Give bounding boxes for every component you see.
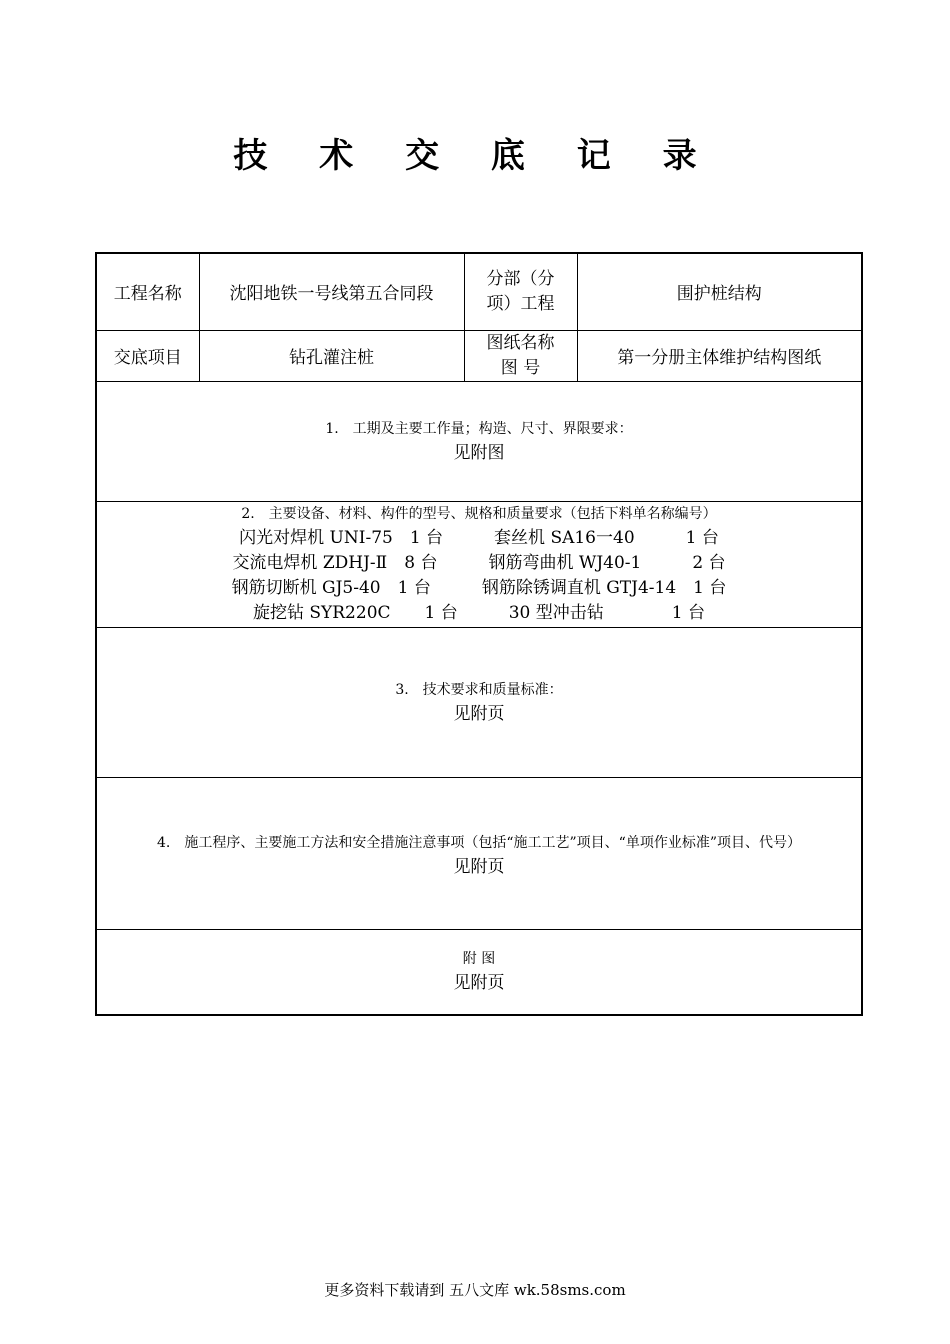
section-3-heading: 3. 技术要求和质量标准： xyxy=(395,681,563,698)
section-3-body: 见附页 xyxy=(453,703,505,724)
project-name-label: 工程名称 xyxy=(96,253,199,330)
project-name-value: 沈阳地铁一号线第五合同段 xyxy=(199,253,464,330)
footer-note: 更多资料下载请到 五八文库 wk.58sms.com xyxy=(324,1281,626,1299)
section-1-heading: 1. 工期及主要工作量；构造、尺寸、界限要求： xyxy=(325,420,633,437)
equipment-row: 交流电焊机 ZDHJ-Ⅱ 8 台 钢筋弯曲机 WJ40-1 2 台 xyxy=(232,553,726,573)
section-1 xyxy=(96,381,862,501)
drawing-label-text: 图纸名称 图 号 xyxy=(486,332,555,378)
item-value: 钻孔灌注桩 xyxy=(199,330,464,381)
section-4-heading: 4. 施工程序、主要施工方法和安全措施注意事项（包括“施工工艺”项目、“单项作业标准”项目、代号） xyxy=(157,834,801,851)
subpart-label-text: 分部（分项）工程 xyxy=(486,268,555,314)
section-5 xyxy=(96,929,862,1015)
equipment-row: 旋挖钻 SYR220C 1 台 30 型冲击钻 1 台 xyxy=(252,603,705,623)
drawing-label xyxy=(464,330,577,381)
section-2 xyxy=(96,501,862,627)
record-table xyxy=(95,252,863,1016)
subpart-label xyxy=(464,253,577,330)
item-label: 交底项目 xyxy=(96,330,199,381)
section-4 xyxy=(96,777,862,929)
section-2-heading: 2. 主要设备、材料、构件的型号、规格和质量要求（包括下料单名称编号） xyxy=(241,506,717,522)
subpart-value: 围护桩结构 xyxy=(577,253,862,330)
section-3 xyxy=(96,627,862,777)
equipment-row: 闪光对焊机 UNI-75 1 台 套丝机 SA16一40 1 台 xyxy=(239,528,719,548)
section-4-body: 见附页 xyxy=(453,856,505,877)
drawing-value: 第一分册主体维护结构图纸 xyxy=(577,330,862,381)
equipment-row: 钢筋切断机 GJ5-40 1 台 钢筋除锈调直机 GTJ4-14 1 台 xyxy=(231,578,727,598)
section-5-body: 见附页 xyxy=(453,973,505,994)
section-1-body: 见附图 xyxy=(453,442,505,463)
section-5-heading: 附 图 xyxy=(462,951,496,968)
page-title: 技 术 交 底 记 录 xyxy=(233,136,717,176)
